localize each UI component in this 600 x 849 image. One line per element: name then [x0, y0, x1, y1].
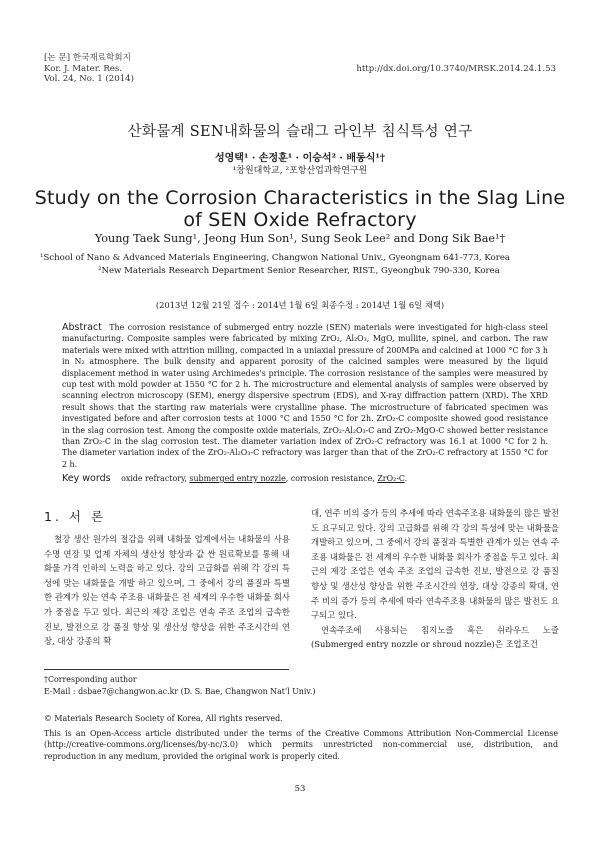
right-paragraph-2: 연속주조에 사용되는 침지노즐 혹은 쉬라우드 노즐 (Submerged entry nozzle or shroud nozzle)은 조업조건: [311, 624, 559, 650]
right-column-body: [311, 506, 559, 652]
keywords-text-1: oxide refractory,: [121, 474, 190, 483]
license-notice: This is an Open-Access article distributed under the terms of the Creative Commons Attribution Non-Commercial License (http://creative-commons.org/licenses/by-nc/3.0) which permits unrestricted non-commercial use, distribution, and reproduction in any medium, provided the original work is properly cited.: [44, 729, 558, 761]
affiliation-1: ¹School of Nano & Advanced Materials Engineering, Changwon National Univ., Gyeongnam 641-773, Korea: [40, 253, 511, 263]
authors-english: Young Taek Sung¹, Jeong Hun Son¹, Sung Seok Lee² and Dong Sik Bae¹†: [94, 232, 506, 245]
title-english: [0, 187, 600, 231]
affiliations-korean: ¹창원대학교, ²포항산업과학연구원: [232, 166, 368, 176]
journal-header: [44, 53, 134, 85]
authors-korean: 성영택¹ · 손정훈¹ · 이승석² · 배동식¹†: [214, 153, 385, 164]
corresponding-author-note: †Corresponding author: [44, 675, 137, 684]
corresponding-author-email: E-Mail : dsbae7@changwon.ac.kr (D. S. Bae, Changwon Nat'l Univ.): [44, 687, 316, 696]
journal-volume: Vol. 24, No. 1 (2014): [44, 74, 134, 84]
doi-link[interactable]: http://dx.doi.org/10.3740/MRSK.2014.24.1.53: [356, 64, 556, 74]
footnote-divider: [44, 669, 289, 670]
journal-abbreviation: Kor. J. Mater. Res.: [44, 63, 123, 74]
right-paragraph-1: 대, 연주 비의 증가 등의 추세에 따라 연속주조용 내화물의 많은 발전도 요구되고 있다. 강의 고급화를 위해 각 강의 특성에 맞는 내화물을 개발하고 있으며, 그 중에서 강의 품질과 특별한 관계가 있는 연속 주조용 내화물은 전 세계의 우수한 내화물 회사가 중점을 두고 있다. 최근의 제강 조업은 연속 주조 조업의 급속한 진보, 발전으로 강 품질 향상 및 생산성 향상을 위한 주조시간의 연장, 대상 강종의 확대, 연주 비의 증가 등의 추세에 따라 연속주조용 내화물의 많은 발전도 요구되고 있다.: [311, 508, 559, 621]
affiliations-english: [40, 252, 580, 278]
title-english-line-1: Study on the Corrosion Characteristics in the Slag Line: [34, 187, 566, 209]
keywords-underlined-2: ZrO₂-C: [377, 474, 405, 483]
section-heading-introduction: 1. 서 론: [44, 509, 107, 524]
left-column-body: [44, 532, 290, 649]
title-korean: 산화물계 SEN내화물의 슬래그 라인부 침식특성 연구: [127, 124, 473, 140]
keywords: [62, 473, 548, 484]
keywords-text-2: , corrosion resistance,: [285, 474, 378, 483]
keywords-label: Key words: [62, 473, 111, 484]
abstract: [62, 322, 548, 470]
page-number: 53: [294, 784, 306, 794]
copyright-notice: © Materials Research Society of Korea, All rights reserved.: [44, 714, 283, 723]
keywords-underlined-1: submerged entry nozzle: [189, 474, 286, 483]
title-english-line-2: of SEN Oxide Refractory: [183, 209, 417, 231]
received-dates: (2013년 12월 21일 접수 : 2014년 1월 6일 최종수정 : 2014년 1월 6일 채택): [155, 300, 445, 310]
left-paragraph: 철강 생산 원가의 절감을 위해 내화물 업계에서는 내화물의 사용 수명 연장 및 업계 자체의 생산성 향상과 값 싼 원료확보를 통해 내화물 가격 인하의 노력을 하고 있다. 강의 고급화를 위해 각 강의 특성에 맞는 내화물을 개발 하고 있으며, 그 중에서 강의 품질과 특별한 관계가 있는 연속 주조용 내화물은 전 세계의 우수한 내화물 회사가 중점을 두고 있다. 최근의 제강 조업은 연속 주조 조업의 급속한 진보, 발전으로 강 품질 향상 및 생산성 향상을 위한 주조시간의 연장, 대상 강종의 확: [44, 534, 290, 647]
abstract-text: The corrosion resistance of submerged entry nozzle (SEN) materials were investigated for high-class steel manufacturing. Composite samples were fabricated by mixing ZrO₂, Al₂O₃, MgO, mullite, spinel, and carbon. The raw materials were mixed with attrition milling, compacted in a uniaxial pressure of 200MPa and calcined at 1000 °C for 3 h in N₂ atmosphere. The bulk density and apparent porosity of the calcined samples were measured by the liquid displacement method in water using Archimedes's principle. The corrosion resistance of the samples were measured by cup test with mold powder at 1550 °C for 2 h. The microstructure and elemental analysis of samples were observed by scanning electron microscopy (SEM), energy dispersive spectrum (EDS), and X-ray diffraction pattern (XRD). The XRD result shows that the starting raw materials were crystalline phase. The microstructure of fabricated specimen was investigated before and after corrosion tests at 1000 °C and 1550 °C for 2h. ZrO₂-C composite showed good resistance in the slag corrosion test. Among the composite oxide materials, ZrO₂-Al₂O₃-C and ZrO₂-MgO-C showed better resistance than ZrO₂-C in the slag corrosion test. The diameter variation index of ZrO₂-C refractory was 16.1 at 1000 °C for 2 h. The diameter variation index of the ZrO₂-Al₂O₃-C refractory was larger than that of the ZrO₂-C refractory at 1550 °C for 2 h.: [62, 323, 548, 469]
abstract-label: Abstract: [62, 322, 102, 333]
affiliation-2: ²New Materials Research Department Senior Researcher, RIST., Gyeongbuk 790-330, Korea: [98, 266, 500, 276]
keywords-text-3: .: [404, 474, 408, 483]
journal-name-ko: [논 문] 한국재료학회지: [44, 53, 131, 63]
